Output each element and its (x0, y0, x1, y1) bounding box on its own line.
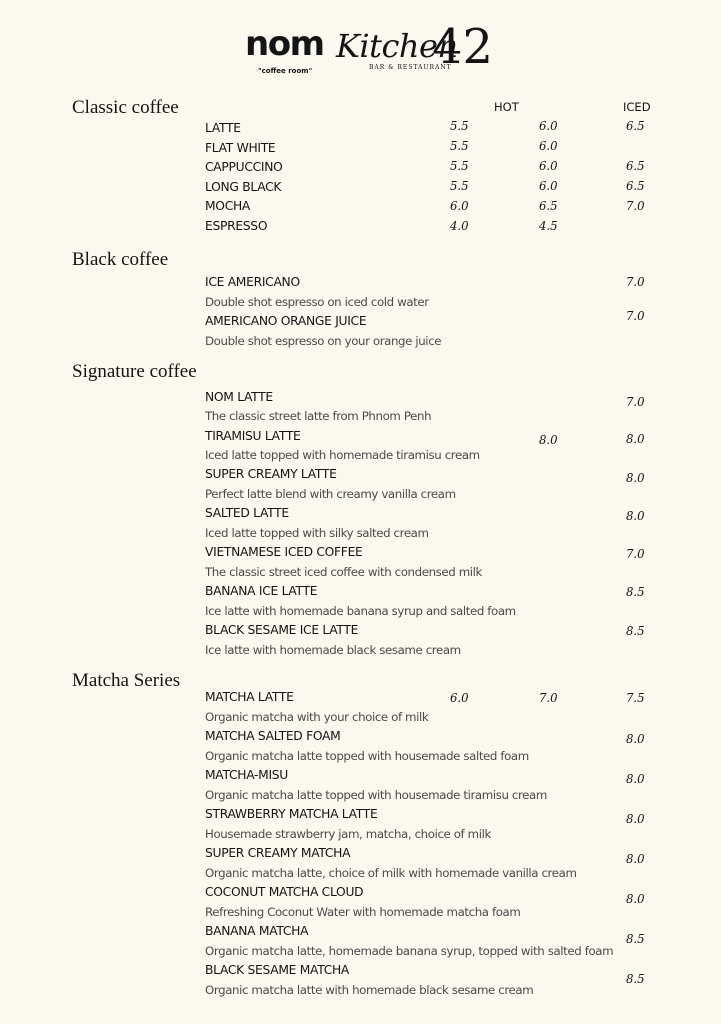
menu-item-name: MATCHA SALTED FOAM (205, 729, 341, 743)
menu-item-name: VIETNAMESE ICED COFFEE (205, 545, 363, 559)
price-hot-large: 6.0 (539, 139, 558, 153)
menu-item-name: ESPRESSO (205, 219, 268, 233)
price-iced: 7.0 (626, 275, 645, 289)
section-title-signature-coffee: Signature coffee (72, 361, 197, 382)
menu-item-name: NOM LATTE (205, 390, 273, 404)
price-iced: 8.0 (626, 732, 645, 746)
price-iced: 6.5 (626, 179, 645, 193)
price-iced: 8.5 (626, 624, 645, 638)
menu-item-description: Organic matcha with your choice of milk (205, 710, 429, 724)
price-hot-large: 4.5 (539, 219, 558, 233)
price-iced: 8.5 (626, 972, 645, 986)
price-hot-small: 5.5 (450, 159, 469, 173)
menu-item-description: Housemade strawberry jam, matcha, choice of milk (205, 827, 491, 841)
menu-item-description: Organic matcha latte, choice of milk with homemade vanilla cream (205, 866, 577, 880)
price-iced: 8.5 (626, 585, 645, 599)
kitchen-logo-subtitle: BAR & RESTAURANT (369, 64, 452, 71)
price-hot-small: 4.0 (450, 219, 469, 233)
price-iced: 8.0 (626, 432, 645, 446)
price-iced: 7.0 (626, 199, 645, 213)
menu-item-name: BANANA ICE LATTE (205, 584, 318, 598)
price-hot-small: 5.5 (450, 179, 469, 193)
section-title-black-coffee: Black coffee (72, 249, 169, 270)
menu-item-name: AMERICANO ORANGE JUICE (205, 314, 367, 328)
price-iced: 8.0 (626, 509, 645, 523)
menu-item-description: Iced latte topped with homemade tiramisu cream (205, 448, 480, 462)
menu-item-description: The classic street latte from Phnom Penh (205, 409, 432, 423)
column-header-iced: ICED (623, 100, 651, 114)
menu-item-description: Iced latte topped with silky salted cream (205, 526, 429, 540)
menu-item-name: STRAWBERRY MATCHA LATTE (205, 807, 378, 821)
price-iced: 7.0 (626, 547, 645, 561)
price-hot-small: 5.5 (450, 139, 469, 153)
price-hot-large: 7.0 (539, 691, 558, 705)
price-hot-small: 5.5 (450, 119, 469, 133)
price-iced: 8.5 (626, 932, 645, 946)
menu-item-name: ICE AMERICANO (205, 275, 300, 289)
price-hot-small: 6.0 (450, 199, 469, 213)
price-iced: 8.0 (626, 892, 645, 906)
menu-item-name: BANANA MATCHA (205, 924, 309, 938)
menu-item-name: COCONUT MATCHA CLOUD (205, 885, 364, 899)
kitchen-logo-number: 42 (432, 19, 494, 75)
menu-item-name: MATCHA-MISU (205, 768, 289, 782)
menu-item-description: Perfect latte blend with creamy vanilla cream (205, 487, 456, 501)
menu-item-name: BLACK SESAME MATCHA (205, 963, 350, 977)
menu-item-description: Ice latte with homemade banana syrup and salted foam (205, 604, 516, 618)
menu-item-description: Organic matcha latte topped with housemade salted foam (205, 749, 529, 763)
price-iced: 7.5 (626, 691, 645, 705)
menu-item-name: FLAT WHITE (205, 141, 276, 155)
menu-item-name: BLACK SESAME ICE LATTE (205, 623, 359, 637)
menu-item-name: LONG BLACK (205, 180, 282, 194)
menu-item-name: LATTE (205, 121, 241, 135)
section-title-matcha-series: Matcha Series (72, 670, 181, 691)
menu-item-name: MOCHA (205, 199, 251, 213)
menu-item-name: CAPPUCCINO (205, 160, 283, 174)
kitchen-logo: Kitchen (336, 27, 458, 65)
price-iced: 8.0 (626, 812, 645, 826)
menu-item-description: Double shot espresso on iced cold water (205, 295, 429, 309)
menu-item-name: SUPER CREAMY MATCHA (205, 846, 351, 860)
section-title-classic-coffee: Classic coffee (72, 97, 179, 118)
menu-item-description: Refreshing Coconut Water with homemade matcha foam (205, 905, 521, 919)
price-iced: 7.0 (626, 395, 645, 409)
price-hot-large: 6.0 (539, 179, 558, 193)
menu-item-name: SALTED LATTE (205, 506, 289, 520)
price-iced: 6.5 (626, 159, 645, 173)
menu-item-description: Organic matcha latte, homemade banana syrup, topped with salted foam (205, 944, 614, 958)
price-hot-large: 6.0 (539, 119, 558, 133)
menu-item-description: Organic matcha latte topped with housemade tiramisu cream (205, 788, 547, 802)
menu-item-description: The classic street iced coffee with condensed milk (205, 565, 482, 579)
menu-item-description: Double shot espresso on your orange juice (205, 334, 442, 348)
menu-item-name: TIRAMISU LATTE (205, 429, 301, 443)
price-hot-large: 6.5 (539, 199, 558, 213)
price-iced: 8.0 (626, 772, 645, 786)
price-iced: 6.5 (626, 119, 645, 133)
menu-item-description: Ice latte with homemade black sesame cream (205, 643, 461, 657)
price-iced: 8.0 (626, 471, 645, 485)
nom-logo: nom (245, 24, 324, 64)
price-hot-large: 6.0 (539, 159, 558, 173)
price-hot-large: 8.0 (539, 433, 558, 447)
column-header-hot: HOT (494, 100, 519, 114)
price-hot-small: 6.0 (450, 691, 469, 705)
menu-item-name: MATCHA LATTE (205, 690, 294, 704)
nom-logo-subtitle: "coffee room" (258, 67, 313, 75)
price-iced: 8.0 (626, 852, 645, 866)
menu-item-name: SUPER CREAMY LATTE (205, 467, 337, 481)
menu-item-description: Organic matcha latte with homemade black sesame cream (205, 983, 534, 997)
price-iced: 7.0 (626, 309, 645, 323)
